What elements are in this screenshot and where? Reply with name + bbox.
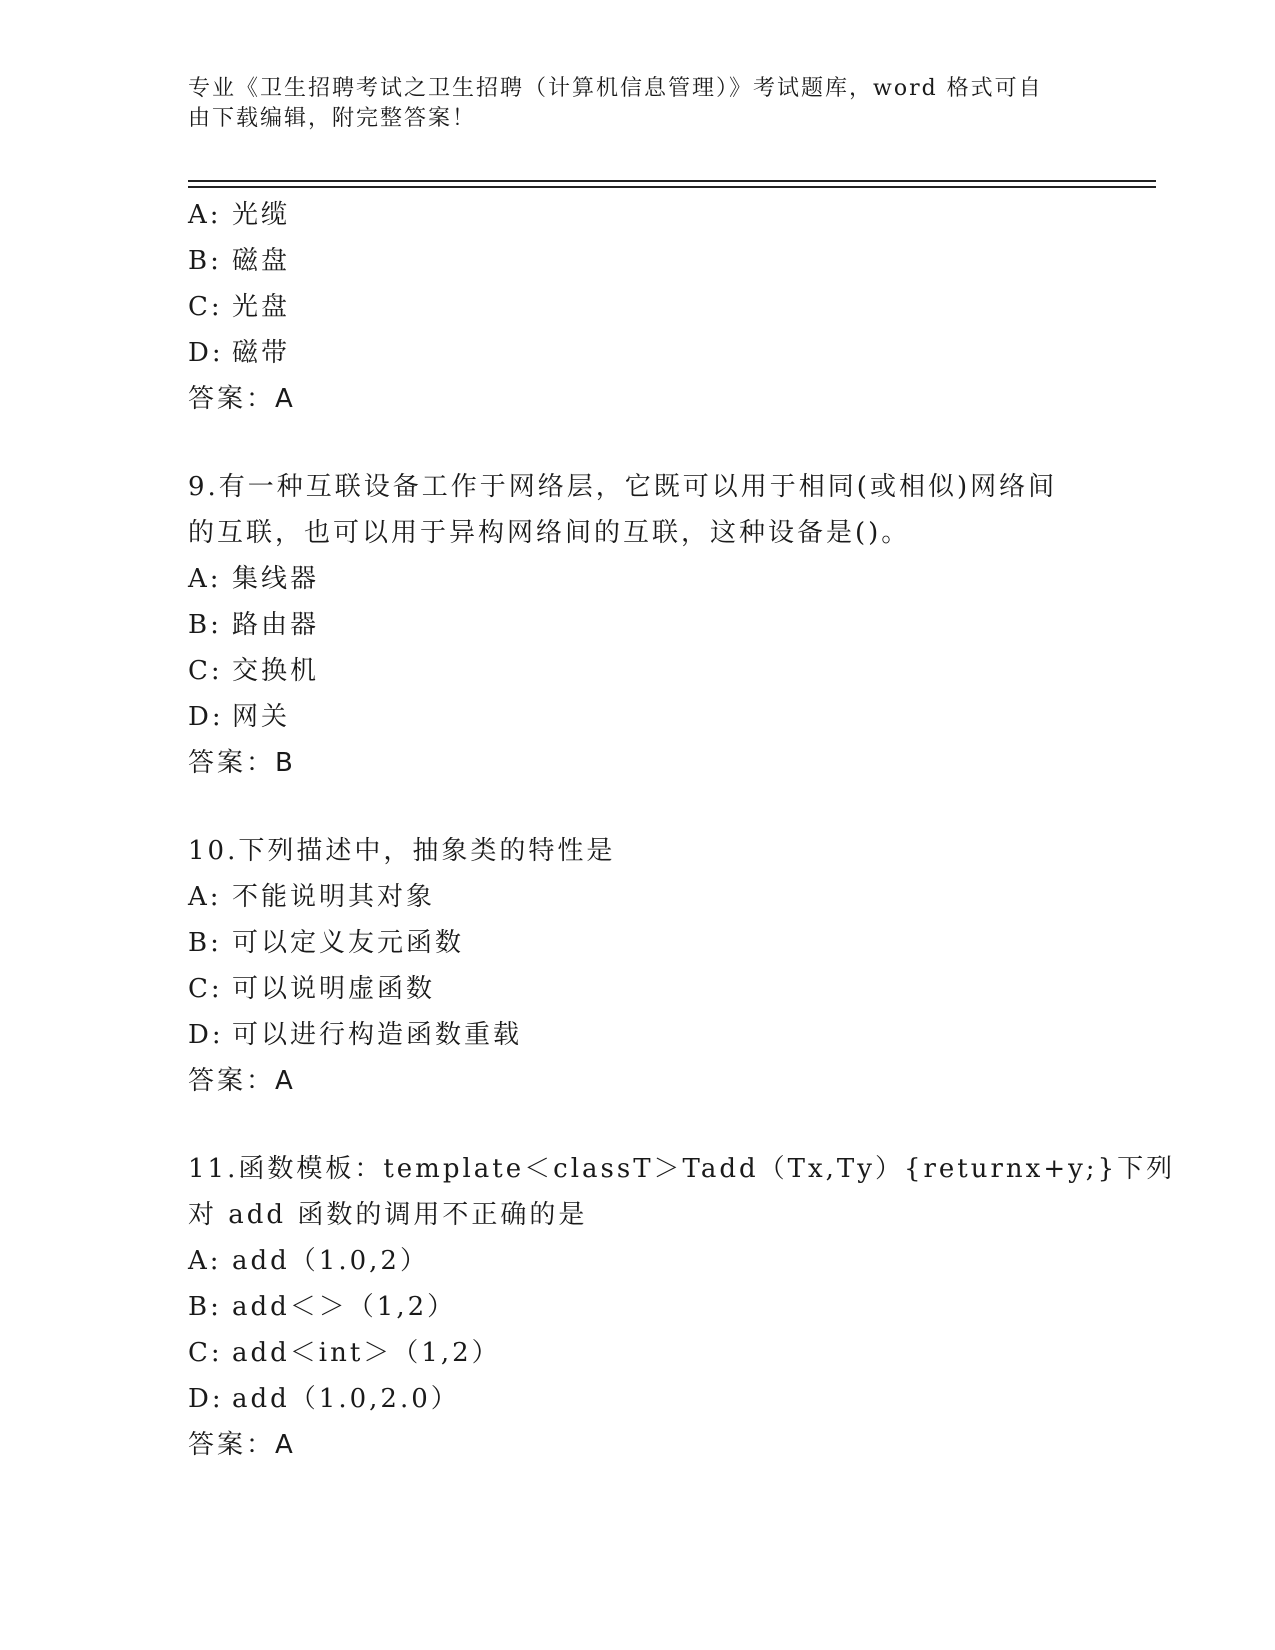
option-d (188, 1376, 1088, 1422)
option-letter: A: (188, 882, 222, 912)
option-text: 可以定义友元函数 (232, 928, 465, 958)
option-letter: D: (188, 1384, 224, 1414)
question-10 (188, 828, 1088, 1104)
option-d (188, 330, 1088, 376)
option-c (188, 648, 1088, 694)
option-c (188, 966, 1088, 1012)
option-text: 网关 (232, 702, 291, 732)
option-letter: A: (188, 200, 222, 230)
option-a (188, 1238, 1088, 1284)
option-text: 可以说明虚函数 (232, 974, 436, 1004)
option-letter: B: (188, 610, 222, 640)
question-stem: 的互联，也可以用于异构网络间的互联，这种设备是()。 (188, 518, 911, 548)
option-text: 可以进行构造函数重载 (232, 1020, 523, 1050)
option-c (188, 284, 1088, 330)
option-a (188, 874, 1088, 920)
question-content (188, 192, 1176, 1468)
option-letter: C: (188, 974, 223, 1004)
option-text: add＜int＞（1,2） (232, 1338, 501, 1368)
answer: 答案：A (188, 1066, 296, 1096)
option-text: 磁盘 (232, 246, 291, 276)
question-stem: 11.函数模板：template＜classT＞Tadd（Tx,Ty）{returnx+y;}下列 (188, 1154, 1176, 1184)
option-letter: B: (188, 928, 222, 958)
option-letter: C: (188, 656, 223, 686)
option-text: 交换机 (232, 656, 320, 686)
question-stem: 9.有一种互联设备工作于网络层，它既可以用于相同(或相似)网络间 (188, 472, 1058, 502)
answer: 答案：A (188, 1430, 296, 1460)
option-text: 光缆 (232, 200, 291, 230)
option-text: 光盘 (232, 292, 291, 322)
option-letter: B: (188, 246, 222, 276)
document-header (188, 74, 1088, 134)
option-d (188, 694, 1088, 740)
option-text: 集线器 (232, 564, 320, 594)
option-text: 不能说明其对象 (232, 882, 436, 912)
question-11 (188, 1146, 1176, 1468)
option-d (188, 1012, 1088, 1058)
header-line-2: 由下载编辑，附完整答案！ (188, 106, 477, 131)
option-text: add（1.0,2） (232, 1246, 429, 1276)
option-b (188, 238, 1088, 284)
option-text: add（1.0,2.0） (232, 1384, 460, 1414)
option-text: add＜＞（1,2） (232, 1292, 457, 1322)
option-text: 磁带 (232, 338, 291, 368)
question-stem: 10.下列描述中，抽象类的特性是 (188, 836, 616, 866)
option-letter: D: (188, 1020, 224, 1050)
question-8 (188, 192, 1088, 422)
option-letter: D: (188, 702, 224, 732)
answer: 答案：B (188, 748, 296, 778)
option-b (188, 920, 1088, 966)
header-rule-bottom (188, 186, 1156, 188)
option-letter: C: (188, 292, 223, 322)
option-a (188, 556, 1088, 602)
option-a (188, 192, 1088, 238)
option-letter: A: (188, 1246, 222, 1276)
option-b (188, 1284, 1088, 1330)
option-letter: D: (188, 338, 224, 368)
option-letter: C: (188, 1338, 223, 1368)
option-text: 路由器 (232, 610, 320, 640)
question-stem: 对 add 函数的调用不正确的是 (188, 1200, 588, 1230)
option-letter: B: (188, 1292, 222, 1322)
option-c (188, 1330, 1088, 1376)
answer: 答案：A (188, 384, 296, 414)
header-rule-top (188, 180, 1156, 182)
option-b (188, 602, 1088, 648)
header-line-1: 专业《卫生招聘考试之卫生招聘（计算机信息管理）》考试题库，word 格式可自 (188, 76, 1043, 101)
option-letter: A: (188, 564, 222, 594)
question-9 (188, 464, 1088, 786)
